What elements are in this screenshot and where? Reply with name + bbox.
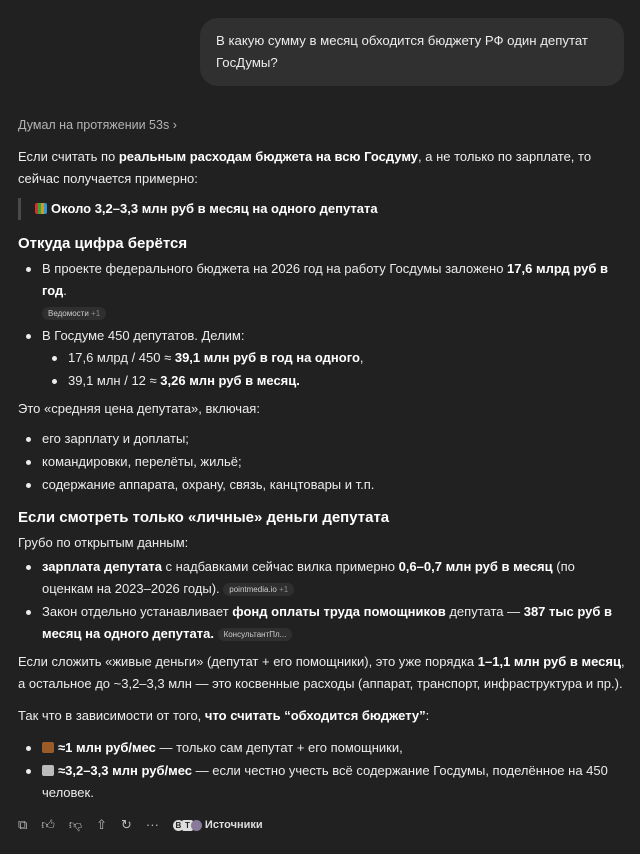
section-heading: Если смотреть только «личные» деньги депутата: [18, 509, 390, 526]
text: — только сам депутат + его помощники,: [155, 740, 403, 755]
text: с надбавками сейчас вилка примерно: [161, 559, 399, 574]
source-favicon: В: [173, 820, 184, 831]
text: , а остальное до ~3,2–3,3 млн — это косвенные расходы (аппарат, транспорт, инфраструктура и пр.).: [18, 654, 625, 691]
text: .: [63, 283, 67, 298]
list-item: [42, 370, 628, 392]
list-item: [18, 556, 628, 600]
chip-more: +1: [279, 585, 289, 595]
bold: 0,6–0,7 млн руб в месяц: [398, 559, 553, 574]
assistant-response: [18, 146, 628, 804]
list-item: [18, 258, 628, 324]
classical-building-icon: [42, 765, 54, 776]
text: депутата —: [445, 604, 524, 619]
bold: 387 тыс руб в месяц на одного депутата.: [42, 604, 612, 641]
copy-icon[interactable]: ⧉: [18, 817, 28, 832]
list-item: [18, 601, 628, 645]
more-icon[interactable]: ···: [145, 817, 159, 832]
text: , а не только по зарплате, то сейчас получается примерно:: [18, 149, 592, 186]
citation-chip[interactable]: [42, 307, 106, 320]
text: :: [425, 708, 430, 723]
sources-label: Источники: [204, 819, 263, 831]
bold: 1–1,1 млн руб в месяц: [477, 654, 621, 669]
thumbs-down-icon[interactable]: 👎︎: [68, 817, 83, 832]
quote-text: Около 3,2–3,3 млн руб в месяц на одного депутата: [51, 201, 378, 216]
text: 39,1 млн / 12 ≈: [68, 373, 161, 388]
blockquote: [18, 198, 628, 220]
thumbs-up-icon[interactable]: 👍︎: [41, 817, 55, 832]
bold: 17,6 млрд руб в год: [42, 261, 608, 298]
user-message-bubble: В какую сумму в месяц обходится бюджету РФ один депутат ГосДумы?: [200, 18, 624, 86]
text: В Госдуме 450 депутатов. Делим:: [42, 328, 245, 343]
paragraph: [18, 705, 628, 727]
sources-button[interactable]: [173, 816, 263, 834]
chip-label: pointmedia.io: [229, 585, 277, 595]
list-item: [18, 325, 628, 392]
text: ,: [359, 350, 364, 365]
bold: зарплата депутата: [42, 559, 162, 574]
text: Если сложить «живые деньги» (депутат + его помощники), это уже порядка: [18, 654, 478, 669]
thinking-toggle[interactable]: [18, 116, 628, 134]
text: (по оценкам на 2023–2026 годы).: [42, 559, 575, 596]
bold: ≈1 млн руб/мес: [58, 740, 156, 755]
chip-more: +1: [91, 309, 101, 319]
share-icon[interactable]: ⇧: [96, 817, 107, 832]
chip-label: Ведомости: [48, 309, 89, 319]
paragraph: Грубо по открытым данным:: [18, 535, 189, 550]
bold: реальным расходам бюджета на всю Госдуму: [118, 149, 419, 164]
citation-chip[interactable]: [223, 583, 294, 596]
bold: что считать “обходится бюджету”: [204, 708, 426, 723]
list: [18, 258, 628, 392]
abacus-icon: [35, 203, 47, 214]
bold: 3,26 млн руб в месяц.: [160, 373, 300, 388]
text: Так что в зависимости от того,: [18, 708, 205, 723]
bold: 39,1 млн руб в год на одного: [174, 350, 360, 365]
section-heading: Откуда цифра берётся: [18, 235, 188, 252]
paragraph: [18, 651, 628, 695]
bold: фонд оплаты труда помощников: [232, 604, 446, 619]
regenerate-icon[interactable]: ↻: [121, 817, 132, 832]
citation-chip[interactable]: КонсультантПл...: [218, 628, 293, 641]
thinking-label: Думал на протяжении 53s: [18, 118, 170, 132]
list-item: содержание аппарата, охрану, связь, канцтовары и т.п.: [18, 474, 628, 496]
chevron-right-icon: ›: [172, 118, 177, 132]
text: В проекте федерального бюджета на 2026 год на работу Госдумы заложено: [42, 261, 508, 276]
message-actions: [18, 816, 628, 834]
paragraph: Это «средняя цена депутата», включая:: [18, 401, 260, 416]
text: — если честно учесть всё содержание Госдумы, поделённое на 450 человек.: [42, 763, 608, 800]
bold: ≈3,2–3,3 млн руб/мес: [58, 763, 193, 778]
list-item: [18, 737, 628, 759]
briefcase-icon: [42, 742, 54, 753]
text: Закон отдельно устанавливает: [42, 604, 233, 619]
source-favicon: Т: [182, 820, 193, 831]
list-item: командировки, перелёты, жильё;: [18, 451, 628, 473]
list-item: [18, 760, 628, 804]
text: Если считать по: [18, 149, 119, 164]
source-favicon: [191, 820, 202, 831]
list-item: [42, 347, 628, 369]
intro-paragraph: [18, 146, 628, 190]
text: 17,6 млрд / 450 ≈: [68, 350, 175, 365]
list-item: его зарплату и доплаты;: [18, 428, 628, 450]
